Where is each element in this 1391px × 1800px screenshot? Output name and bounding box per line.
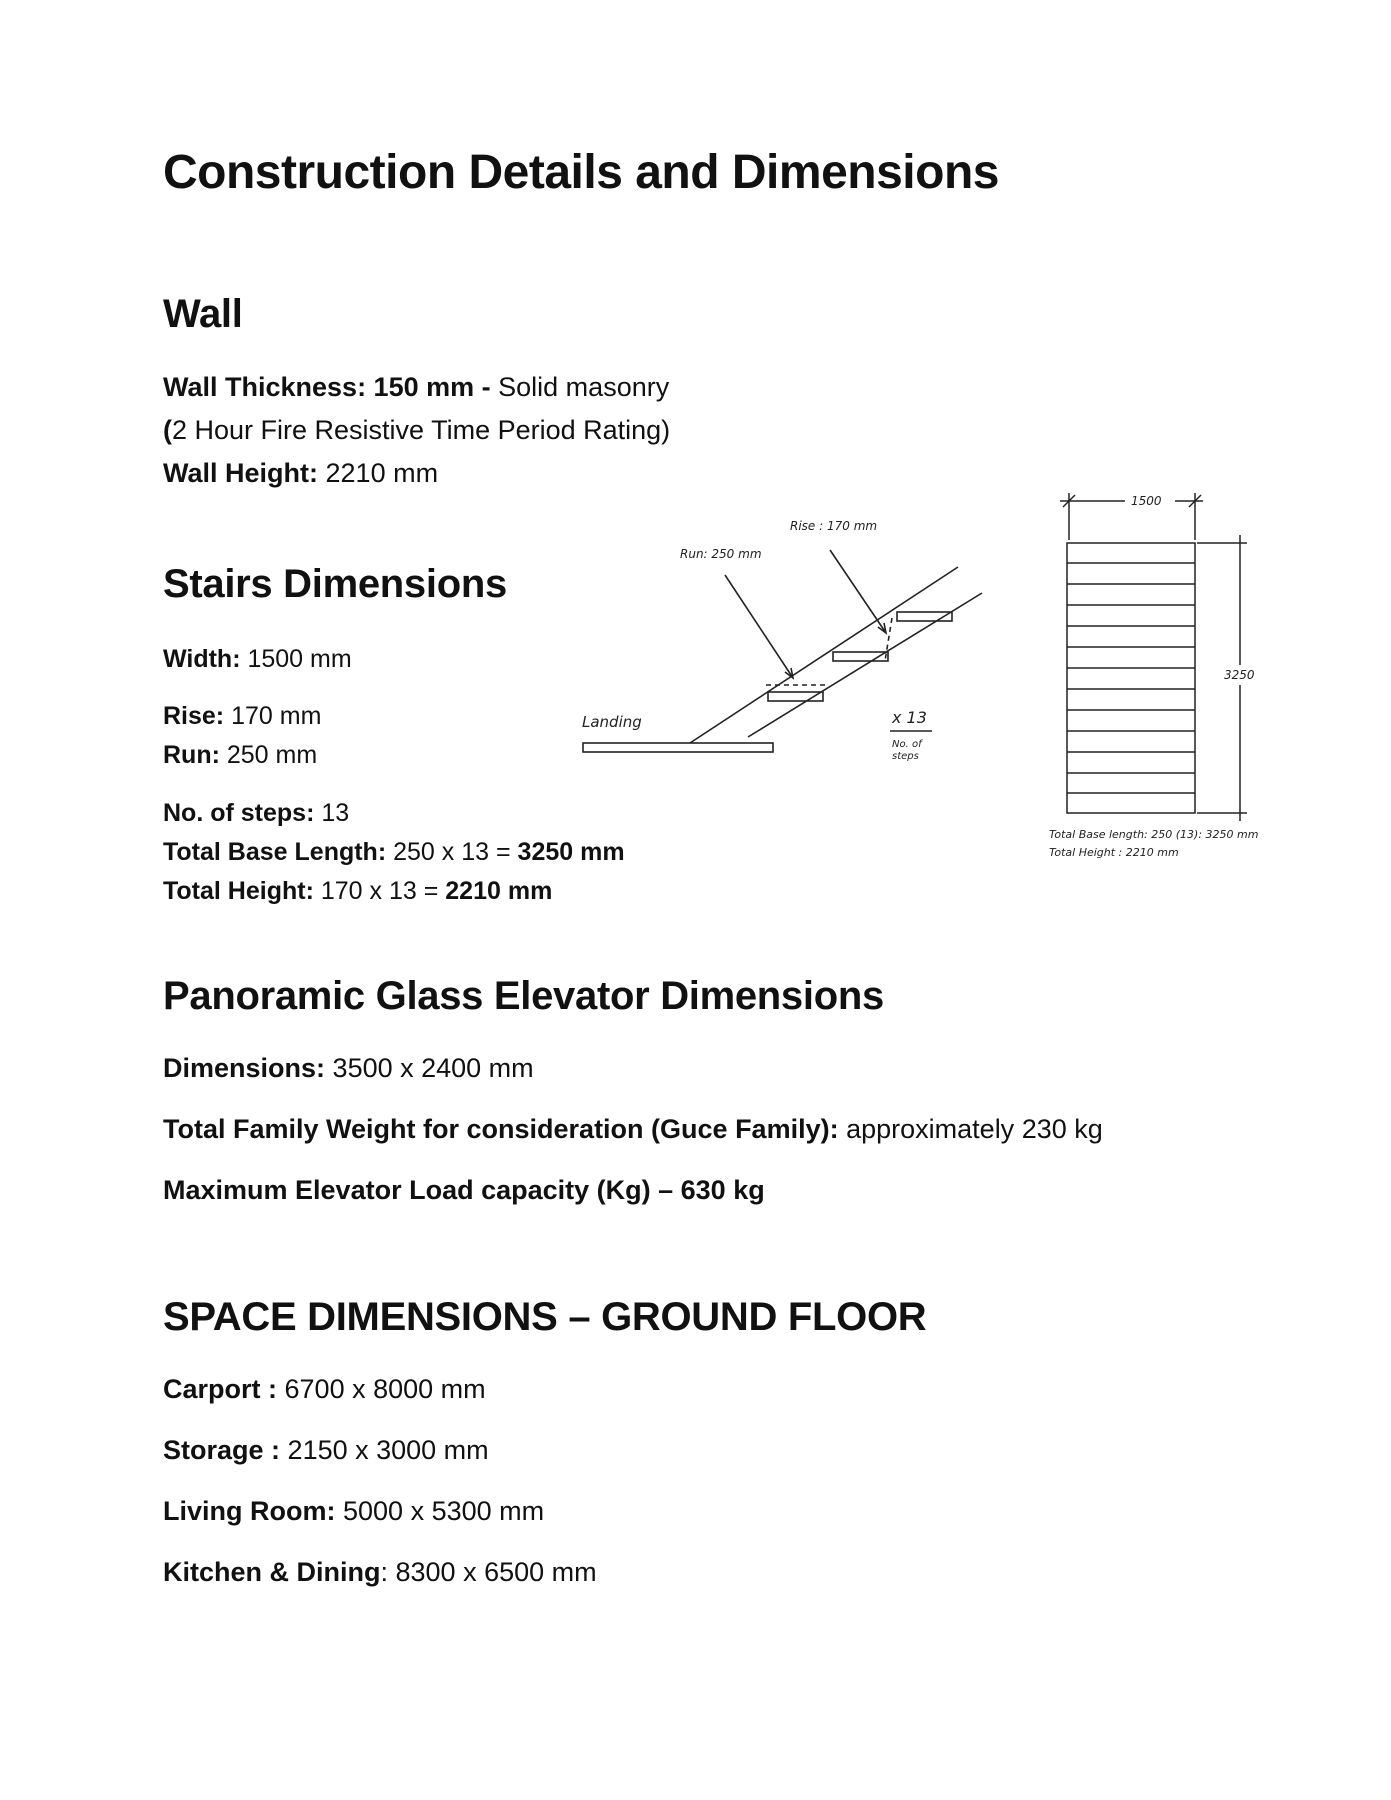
stairs-run-label: Run: <box>163 741 220 769</box>
stairs-heading: Stairs Dimensions <box>163 562 507 606</box>
elevator-dimensions-line <box>163 1053 534 1084</box>
wall-height-label: Wall Height: <box>163 458 318 488</box>
wall-rating-text: 2 Hour Fire Resistive Time Period Rating) <box>172 415 671 445</box>
elevator-weight-value: approximately 230 kg <box>846 1114 1103 1144</box>
stairs-width-line <box>163 645 352 674</box>
stairs-height-calc: 170 x 13 = <box>320 877 439 905</box>
stair-plan-sketch <box>1025 485 1335 875</box>
steps-note-2: steps <box>892 751 919 762</box>
steps-count-label: x 13 <box>892 708 927 727</box>
stairs-height-label: Total Height: <box>163 877 314 905</box>
wall-thickness-label: Wall Thickness: 150 mm - <box>163 372 491 402</box>
rise-leader <box>830 550 886 633</box>
wall-rating-line <box>163 415 670 446</box>
rise-annotation: Rise : 170 mm <box>790 519 878 533</box>
steps-note-1: No. of <box>892 739 922 750</box>
stairs-rise-label: Rise: <box>163 702 225 730</box>
living-room-label: Living Room: <box>163 1496 336 1526</box>
storage-label: Storage : <box>163 1435 281 1465</box>
stairs-base-line <box>163 838 625 867</box>
stairs-run-line <box>163 741 317 770</box>
stairs-width-label: Width: <box>163 645 241 673</box>
plan-height-note: Total Height : 2210 mm <box>1049 846 1179 859</box>
run-leader <box>725 575 793 678</box>
elevator-weight-label: Total Family Weight for consideration (Guce Family): <box>163 1114 839 1144</box>
rating-paren: ( <box>163 415 172 445</box>
landing-label: Landing <box>582 713 642 731</box>
stringer-line-upper <box>748 593 982 737</box>
stairs-rise-line <box>163 702 321 731</box>
elevator-capacity-label: Maximum Elevator Load capacity (Kg) – 630 kg <box>163 1175 765 1205</box>
stairs-steps-line <box>163 799 349 828</box>
carport-label: Carport : <box>163 1374 277 1404</box>
space-heading: SPACE DIMENSIONS – GROUND FLOOR <box>163 1295 927 1339</box>
wall-thickness-value: Solid masonry <box>498 372 670 402</box>
wall-height-value: 2210 mm <box>325 458 439 488</box>
landing-slab <box>583 743 773 752</box>
run-annotation: Run: 250 mm <box>680 547 762 561</box>
stairs-rise-value: 170 mm <box>231 702 322 730</box>
stairs-base-calc: 250 x 13 = <box>393 838 511 866</box>
elevator-dimensions-value: 3500 x 2400 mm <box>332 1053 534 1083</box>
storage-value: 2150 x 3000 mm <box>287 1435 489 1465</box>
stairs-steps-value: 13 <box>321 799 350 827</box>
plan-width-label: 1500 <box>1131 494 1162 508</box>
elevator-heading: Panoramic Glass Elevator Dimensions <box>163 974 884 1018</box>
kitchen-value: : 8300 x 6500 mm <box>380 1557 597 1587</box>
stair-section-sketch <box>580 515 1000 775</box>
carport-line <box>163 1374 486 1405</box>
stairs-run-value: 250 mm <box>226 741 318 769</box>
stairs-height-result: 2210 mm <box>445 877 553 905</box>
stairs-height-line <box>163 877 552 906</box>
kitchen-line <box>163 1557 597 1588</box>
stairs-base-result: 3250 mm <box>517 838 625 866</box>
wall-thickness-line <box>163 372 669 403</box>
plan-base-note: Total Base length: 250 (13): 3250 mm <box>1049 828 1259 841</box>
stairs-base-label: Total Base Length: <box>163 838 387 866</box>
stairs-steps-label: No. of steps: <box>163 799 315 827</box>
plan-length-label: 3250 <box>1224 668 1255 682</box>
carport-value: 6700 x 8000 mm <box>284 1374 486 1404</box>
elevator-weight-line <box>163 1114 1103 1145</box>
stairs-width-value: 1500 mm <box>247 645 352 673</box>
tread-lines <box>1067 563 1195 793</box>
storage-line <box>163 1435 489 1466</box>
living-room-value: 5000 x 5300 mm <box>343 1496 545 1526</box>
wall-height-line <box>163 458 438 489</box>
wall-heading: Wall <box>163 292 243 336</box>
elevator-capacity-line <box>163 1175 765 1206</box>
page-title: Construction Details and Dimensions <box>163 146 999 199</box>
living-room-line <box>163 1496 544 1527</box>
kitchen-label: Kitchen & Dining <box>163 1557 381 1587</box>
elevator-dimensions-label: Dimensions: <box>163 1053 326 1083</box>
